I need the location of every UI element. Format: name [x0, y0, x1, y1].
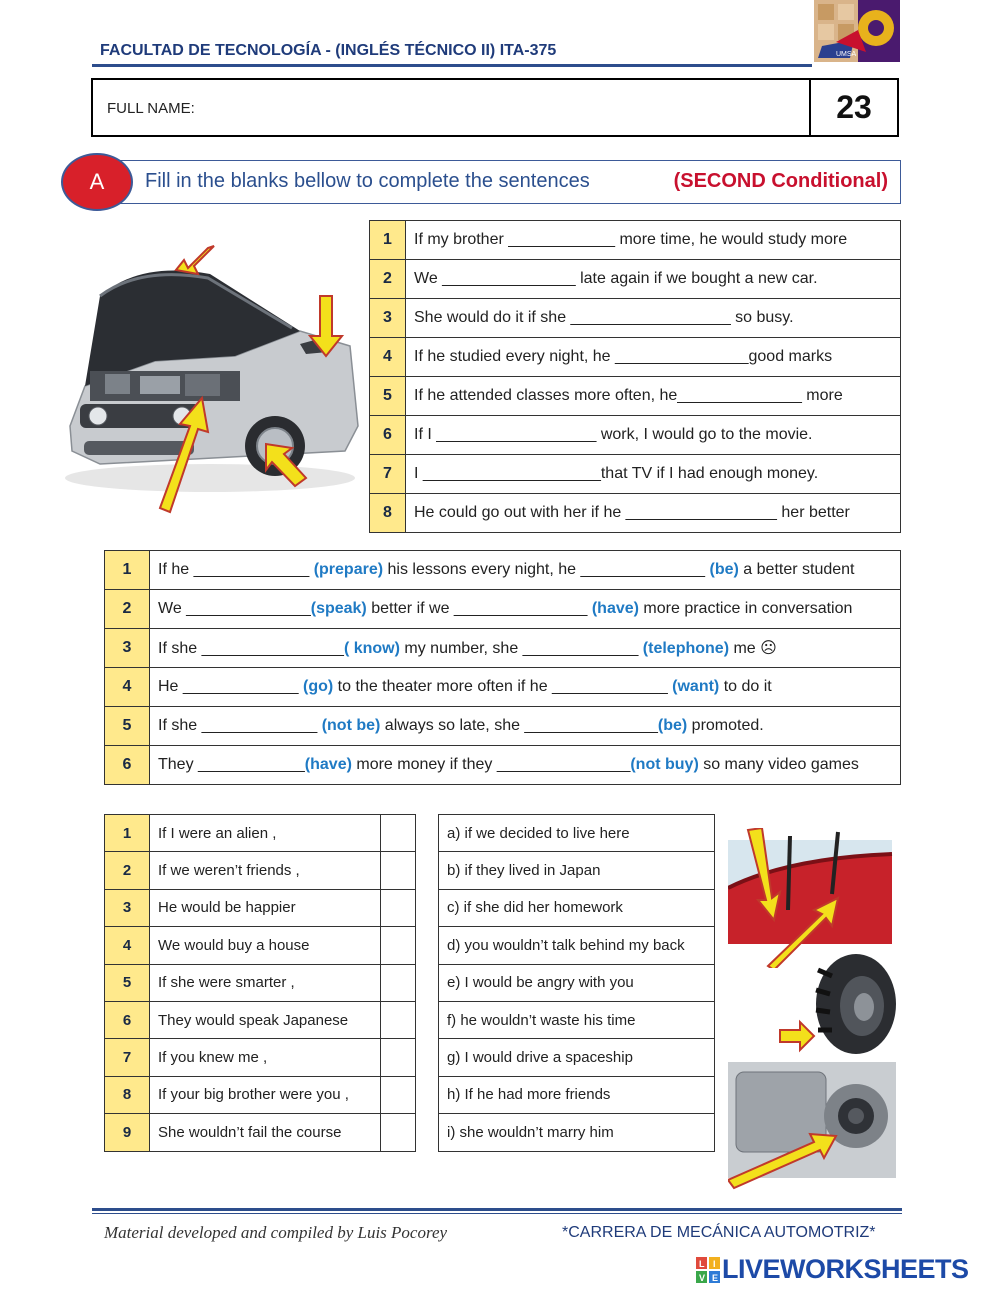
row-number: 1 — [370, 221, 406, 260]
verb-hint: ( know) — [343, 640, 400, 657]
match-left-row — [105, 1039, 416, 1076]
answer-box[interactable] — [381, 1076, 416, 1113]
exercise-two-row — [105, 590, 901, 629]
row-number: 2 — [105, 852, 150, 889]
sentence-part: so many video games — [698, 756, 859, 773]
exercise-one-row — [370, 416, 901, 455]
car-engine-illustration — [60, 236, 360, 516]
sentence-part: his lessons every night, he ______________ — [383, 561, 710, 578]
liveworksheets-wordmark: LIVEWORKSHEETS — [722, 1254, 969, 1284]
sentence-part: my number, she _____________ — [399, 640, 643, 657]
exercise-three-left-table — [104, 814, 416, 1152]
row-number: 8 — [370, 494, 406, 533]
match-right-row — [439, 815, 715, 852]
footer-program: *CARRERA DE MECÁNICA AUTOMOTRIZ* — [562, 1224, 876, 1241]
logo-text: UMSA — [836, 51, 857, 58]
fuel-cap-image — [728, 1062, 898, 1190]
clause-right: f) he wouldn’t waste his time — [439, 1001, 715, 1038]
clause-right: c) if she did her homework — [439, 889, 715, 926]
sentence-part: If he _____________ — [158, 561, 314, 578]
verb-hint: (have) — [591, 600, 639, 617]
exercise-one-row — [370, 299, 901, 338]
name-box — [91, 78, 899, 137]
sentence-blank[interactable] — [150, 590, 901, 629]
section-conditional-label: (SECOND Conditional) — [673, 170, 888, 192]
clause-left: If we weren’t friends , — [150, 852, 381, 889]
match-right-row — [439, 852, 715, 889]
exercise-one-row — [370, 338, 901, 377]
row-number: 2 — [370, 260, 406, 299]
logo-block-i: I — [713, 1259, 716, 1269]
sentence-part: a better student — [738, 561, 855, 578]
sentence-part: promoted. — [687, 717, 764, 734]
row-number: 5 — [105, 707, 150, 746]
row-number: 5 — [105, 964, 150, 1001]
clause-left: He would be happier — [150, 889, 381, 926]
exercise-one-row — [370, 221, 901, 260]
row-number: 3 — [370, 299, 406, 338]
sentence-part: more practice in conversation — [638, 600, 853, 617]
verb-hint: (be) — [657, 717, 688, 734]
row-number: 8 — [105, 1076, 150, 1113]
logo-block-v: V — [699, 1273, 706, 1283]
match-left-row — [105, 964, 416, 1001]
section-instruction: Fill in the blanks bellow to complete the sentences — [145, 170, 590, 192]
verb-hint: (speak) — [310, 600, 367, 617]
match-left-row — [105, 815, 416, 852]
sentence-blank[interactable] — [150, 668, 901, 707]
sentence-blank[interactable]: If he studied every night, he _______________good marks — [406, 338, 901, 377]
tire-image — [778, 950, 898, 1060]
match-right-row — [439, 927, 715, 964]
footer-credit: Material developed and compiled by Luis Pocorey — [104, 1223, 448, 1242]
full-name-label: FULL NAME: — [107, 100, 195, 117]
liveworksheets-logo-icon — [696, 1257, 720, 1283]
sentence-part: to the theater more often if he _____________ — [333, 678, 673, 695]
clause-right: g) I would drive a spaceship — [439, 1039, 715, 1076]
row-number: 2 — [105, 590, 150, 629]
row-number: 6 — [105, 1001, 150, 1038]
verb-hint: (prepare) — [313, 561, 384, 578]
answer-box[interactable] — [381, 1039, 416, 1076]
exercise-one-row — [370, 377, 901, 416]
clause-left: She wouldn’t fail the course — [150, 1114, 381, 1151]
clause-right: e) I would be angry with you — [439, 964, 715, 1001]
match-left-row — [105, 1076, 416, 1113]
header-divider — [92, 64, 812, 67]
sentence-blank[interactable]: He could go out with her if he _________________ her better — [406, 494, 901, 533]
row-number: 1 — [105, 551, 150, 590]
exercise-one-table — [369, 220, 901, 533]
verb-hint: (go) — [303, 678, 334, 695]
sentence-blank[interactable]: If my brother ____________ more time, he would study more — [406, 221, 901, 260]
match-right-row — [439, 1039, 715, 1076]
verb-hint: (not be) — [321, 717, 381, 734]
answer-box[interactable] — [381, 1114, 416, 1151]
sentence-blank[interactable]: If I __________________ work, I would go to the movie. — [406, 416, 901, 455]
sentence-blank[interactable]: She would do it if she __________________ so busy. — [406, 299, 901, 338]
clause-right: b) if they lived in Japan — [439, 852, 715, 889]
sentence-blank[interactable] — [150, 746, 901, 785]
sentence-part: He _____________ — [158, 678, 304, 695]
liveworksheets-watermark[interactable] — [696, 1254, 996, 1286]
row-number: 9 — [105, 1114, 150, 1151]
verb-hint: (be) — [709, 561, 739, 578]
sentence-part: If she _____________ — [158, 717, 322, 734]
section-banner — [110, 160, 901, 204]
match-right-row — [439, 1114, 715, 1151]
match-left-row — [105, 852, 416, 889]
sentence-blank[interactable] — [150, 551, 901, 590]
row-number: 5 — [370, 377, 406, 416]
row-number: 7 — [105, 1039, 150, 1076]
verb-hint: (telephone) — [642, 640, 730, 657]
row-number: 3 — [105, 889, 150, 926]
clause-left: If she were smarter , — [150, 964, 381, 1001]
row-number: 4 — [105, 668, 150, 707]
exercise-two-row — [105, 707, 901, 746]
clause-left: If you knew me , — [150, 1039, 381, 1076]
match-left-row — [105, 927, 416, 964]
answer-box[interactable] — [381, 1001, 416, 1038]
row-number: 4 — [370, 338, 406, 377]
clause-right: d) you wouldn’t talk behind my back — [439, 927, 715, 964]
answer-box[interactable] — [381, 889, 416, 926]
sentence-blank[interactable]: I ____________________that TV if I had enough money. — [406, 455, 901, 494]
exercise-one-row — [370, 455, 901, 494]
exercise-one-row — [370, 494, 901, 533]
faculty-logo — [814, 0, 900, 62]
logo-block-e: E — [712, 1273, 719, 1283]
exercise-two-row — [105, 746, 901, 785]
clause-left: If I were an alien , — [150, 815, 381, 852]
answer-box[interactable] — [381, 852, 416, 889]
clause-left: They would speak Japanese — [150, 1001, 381, 1038]
sentence-part: We ______________ — [158, 600, 311, 617]
sentence-blank[interactable]: If he attended classes more often, he______________ more — [406, 377, 901, 416]
sentence-part: more money if they _______________ — [351, 756, 631, 773]
row-number: 4 — [105, 927, 150, 964]
windshield-wiper-image — [728, 828, 894, 968]
sentence-part: me ☹ — [729, 640, 777, 657]
verb-hint: (want) — [672, 678, 720, 695]
match-right-row — [439, 964, 715, 1001]
worksheet-number: 23 — [809, 80, 897, 135]
sentence-blank[interactable]: We _______________ late again if we bought a new car. — [406, 260, 901, 299]
exercise-one-row — [370, 260, 901, 299]
footer-divider — [92, 1208, 902, 1211]
match-left-row — [105, 1001, 416, 1038]
exercise-two-row — [105, 668, 901, 707]
sentence-part: If she ________________ — [158, 640, 344, 657]
row-number: 7 — [370, 455, 406, 494]
match-left-row — [105, 1114, 416, 1151]
footer-divider-thin — [92, 1213, 902, 1214]
section-badge: A — [61, 153, 133, 211]
clause-right: h) If he had more friends — [439, 1076, 715, 1113]
exercise-three-right-table — [438, 814, 715, 1152]
match-right-row — [439, 889, 715, 926]
header-title: FACULTAD DE TECNOLOGÍA - (INGLÉS TÉCNICO II) ITA-375 — [100, 42, 557, 59]
exercise-two-table — [104, 550, 901, 785]
verb-hint: (not buy) — [630, 756, 699, 773]
sentence-blank[interactable] — [150, 629, 901, 668]
answer-box[interactable] — [381, 964, 416, 1001]
sentence-part: They ____________ — [158, 756, 305, 773]
sentence-part: always so late, she _______________ — [380, 717, 658, 734]
clause-right: i) she wouldn’t marry him — [439, 1114, 715, 1151]
row-number: 1 — [105, 815, 150, 852]
exercise-two-row — [105, 629, 901, 668]
match-left-row — [105, 889, 416, 926]
match-right-row — [439, 1076, 715, 1113]
clause-left: We would buy a house — [150, 927, 381, 964]
exercise-two-row — [105, 551, 901, 590]
row-number: 6 — [370, 416, 406, 455]
row-number: 3 — [105, 629, 150, 668]
logo-block-l: L — [699, 1259, 705, 1269]
answer-box[interactable] — [381, 927, 416, 964]
sentence-part: better if we _______________ — [366, 600, 592, 617]
row-number: 6 — [105, 746, 150, 785]
verb-hint: (have) — [304, 756, 352, 773]
clause-left: If your big brother were you , — [150, 1076, 381, 1113]
answer-box[interactable] — [381, 815, 416, 852]
sentence-blank[interactable] — [150, 707, 901, 746]
clause-right: a) if we decided to live here — [439, 815, 715, 852]
sentence-part: to do it — [719, 678, 772, 695]
match-right-row — [439, 1001, 715, 1038]
